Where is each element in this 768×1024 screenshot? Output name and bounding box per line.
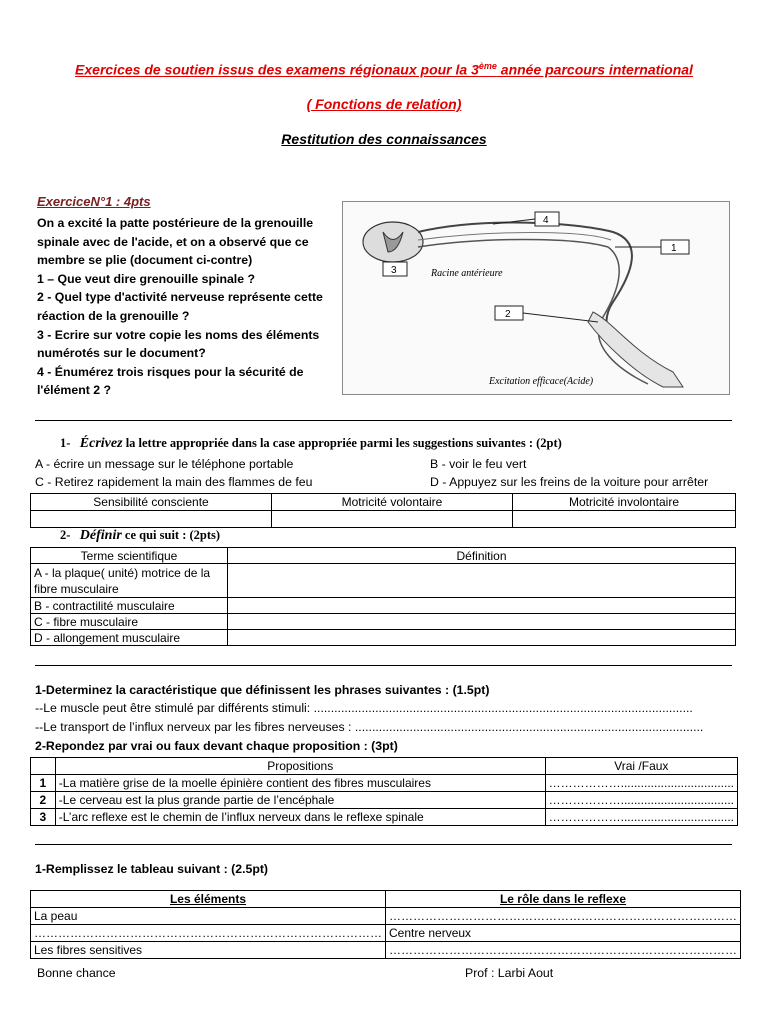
- document-title: Exercices de soutien issus des examens régionaux pour la 3ème année parcours international: [75, 61, 693, 78]
- q1-col-header: Motricité volontaire: [272, 494, 513, 511]
- q2-instruction: 2- Définir ce qui suit : (2pts): [60, 528, 221, 543]
- exercise1-line: l'élément 2 ?: [37, 383, 111, 398]
- ex3-role-blank[interactable]: ……………………………………………………………………………: [386, 908, 741, 925]
- ex2-row-num: 3: [31, 809, 56, 826]
- q1-col-header: Motricité involontaire: [513, 494, 736, 511]
- ex2-line1: --Le muscle peut être stimulé par différents stimuli: ...............................................................................................................: [35, 701, 693, 715]
- q2-term: B - contractilité musculaire: [31, 598, 228, 614]
- ex3-table: [30, 890, 741, 959]
- label-2: 2: [505, 309, 511, 320]
- document-subtitle: ( Fonctions de relation): [306, 96, 462, 112]
- exercise1-line: On a excité la patte postérieure de la grenouille: [37, 216, 314, 230]
- exercise1-line: membre se plie (document ci-contre): [37, 253, 253, 268]
- q1-option-a: A - écrire un message sur le téléphone portable: [35, 457, 294, 471]
- ex3-element-blank[interactable]: ……………………………………………………………………………: [31, 925, 386, 942]
- motor-nerve: [418, 240, 648, 385]
- ex3-header: Les éléments: [31, 891, 386, 908]
- q1-answer-cell[interactable]: [272, 511, 513, 528]
- exercise1-line: spinale avec de l'acide, et on a observé que ce: [37, 234, 309, 249]
- ex2-answer[interactable]: ………………..................................: [545, 775, 737, 792]
- q2-term: D - allongement musculaire: [31, 630, 228, 646]
- label-3: 3: [391, 265, 397, 276]
- ex2-header: Propositions: [55, 758, 545, 775]
- ex2-q1: 1-Determinez la caractéristique que définissent les phrases suivantes : (1.5pt): [35, 683, 490, 697]
- ex2-answer[interactable]: ………………..................................: [545, 809, 737, 826]
- exercise1-line: 1 – Que veut dire grenouille spinale ?: [37, 271, 255, 286]
- q1-answer-cell[interactable]: [31, 511, 272, 528]
- q2-header: Définition: [228, 548, 736, 564]
- exercise1-line: 2 - Quel type d'activité nerveuse représente cette: [37, 290, 323, 305]
- q2-term: A - la plaque( unité) motrice de la fibre musculaire: [31, 564, 228, 598]
- ex3-role-blank[interactable]: ……………………………………………………………………………: [386, 942, 741, 959]
- ex3-element: Les fibres sensitives: [31, 942, 386, 959]
- ex2-proposition: -Le cerveau est la plus grande partie de l’encéphale: [55, 792, 545, 809]
- q1-col-header: Sensibilité consciente: [31, 494, 272, 511]
- ex2-table: [30, 757, 738, 826]
- q1-option-d: D - Appuyez sur les freins de la voiture pour arrêter: [430, 475, 709, 489]
- q2-definition-cell[interactable]: [228, 630, 736, 646]
- q2-term: C - fibre musculaire: [31, 614, 228, 630]
- q2-table: [30, 547, 736, 646]
- exercise1-line: 4 - Énumérez trois risques pour la sécurité de: [37, 364, 304, 379]
- arrow-2: [523, 313, 598, 322]
- ex2-row-num: 1: [31, 775, 56, 792]
- exercise1-text: [37, 214, 337, 400]
- exercise1-line: réaction de la grenouille ?: [37, 308, 190, 323]
- frog-reflex-diagram: [342, 201, 730, 395]
- footer-prof: Prof : Larbi Aout: [465, 966, 554, 980]
- ex2-line2: --Le transport de l’influx nerveux par les fibres nerveuses : ......................................................................................................: [35, 720, 704, 734]
- section-title: Restitution des connaissances: [281, 131, 487, 147]
- ex3-header: Le rôle dans le reflexe: [386, 891, 741, 908]
- ex3-q1: 1-Remplissez le tableau suivant : (2.5pt): [35, 862, 269, 876]
- ex3-element: La peau: [31, 908, 386, 925]
- q2-definition-cell[interactable]: [228, 614, 736, 630]
- diagram-svg: [343, 202, 729, 394]
- divider: [35, 665, 732, 666]
- q1-option-c: C - Retirez rapidement la main des flammes de feu: [35, 475, 313, 489]
- footer-bonne-chance: Bonne chance: [37, 966, 116, 980]
- q2-header: Terme scientifique: [31, 548, 228, 564]
- q2-definition-cell[interactable]: [228, 598, 736, 614]
- q1-table: [30, 493, 736, 528]
- ex2-answer[interactable]: ………………..................................: [545, 792, 737, 809]
- divider: [35, 420, 732, 421]
- ex2-proposition: -La matière grise de la moelle épinière contient des fibres musculaires: [55, 775, 545, 792]
- ex2-header: Vrai /Faux: [545, 758, 737, 775]
- q2-definition-cell[interactable]: [228, 564, 736, 598]
- exercise1-line: numérotés sur le document?: [37, 346, 206, 361]
- label-4: 4: [543, 215, 549, 226]
- q1-instruction: 1- Écrivez la lettre appropriée dans la case appropriée parmi les suggestions suivantes : (2pt): [60, 436, 562, 451]
- q1-option-b: B - voir le feu vert: [430, 457, 527, 471]
- q1-answer-cell[interactable]: [513, 511, 736, 528]
- ex3-role: Centre nerveux: [386, 925, 741, 942]
- ex2-num-header: [31, 758, 56, 775]
- muscle: [588, 312, 683, 387]
- exercise1-heading: ExerciceN°1 : 4pts: [37, 194, 151, 209]
- divider: [35, 844, 732, 845]
- ex2-proposition: -L’arc reflexe est le chemin de l’influx nerveux dans le reflexe spinale: [55, 809, 545, 826]
- excitation-label: Excitation efficace(Acide): [489, 376, 594, 387]
- exercise1-line: 3 - Ecrire sur votre copie les noms des éléments: [37, 327, 320, 342]
- racine-label: Racine antérieure: [431, 268, 503, 279]
- ex2-row-num: 2: [31, 792, 56, 809]
- ex2-q2: 2-Repondez par vrai ou faux devant chaque proposition : (3pt): [35, 739, 398, 753]
- label-1: 1: [671, 243, 677, 254]
